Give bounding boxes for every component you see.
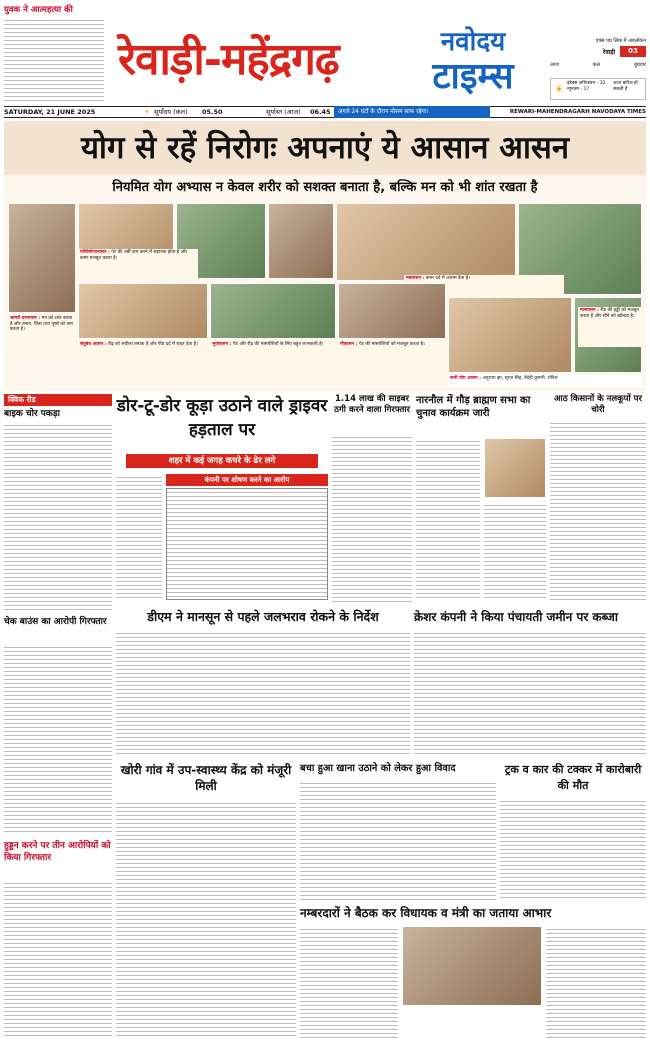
narnaul-body-right bbox=[484, 502, 546, 600]
yoga-photo-bhramari bbox=[8, 203, 76, 313]
exploitation-box-body bbox=[166, 488, 328, 600]
article-truck-car-collision bbox=[500, 762, 646, 902]
sunset-time: 06.45 bbox=[310, 108, 331, 116]
narnaul-photo bbox=[484, 438, 546, 498]
masthead-logo-bottom: टाइम्स bbox=[432, 56, 514, 97]
yoga-photo-group bbox=[448, 297, 572, 373]
article-cheque-bounce-headline: चेक बाउंस का आरोपी गिरफ्तार bbox=[4, 617, 107, 627]
tubewell-body bbox=[550, 420, 646, 600]
article-leftover-food bbox=[300, 762, 496, 902]
tagline-brief-text bbox=[4, 17, 104, 101]
khori-body bbox=[116, 800, 296, 1038]
aqi-text: इंडेक्स अधिकतम - 32 न्यूनतम - 17 bbox=[567, 81, 606, 92]
quick-read-column bbox=[4, 394, 112, 1039]
yoga-subhead: नियमित योग अभ्यास न केवल शरीर को सशक्त बनाता है, बल्कि मन को भी शांत रखता है bbox=[112, 180, 538, 195]
caption-setubandha bbox=[78, 341, 208, 371]
caption-text: पेट की चर्बी कम करने में सहायक होता है और कमर मजबूत करता है। bbox=[80, 250, 188, 261]
article-garbage-strike bbox=[116, 394, 328, 604]
garbage-strike-subhead: शहर में कई जगह कचरे के ढेर लगे bbox=[126, 454, 318, 468]
sun-icon: ☀ bbox=[554, 83, 564, 96]
leftover-food-headline: बचा हुआ खाना उठाने को लेकर हुआ विवाद bbox=[300, 763, 456, 774]
caption-title: मकरासन : bbox=[406, 276, 425, 281]
yoga-feature bbox=[4, 121, 646, 391]
article-tubewell-theft bbox=[550, 394, 646, 604]
caption-bhujangasana bbox=[210, 341, 336, 371]
article-crusher bbox=[414, 608, 646, 758]
caption-title: भुजंगासन : bbox=[212, 342, 232, 347]
garbage-strike-body-left bbox=[116, 474, 162, 600]
yoga-photo-naukasana bbox=[338, 283, 446, 339]
edition-name: REWARI-MAHENDRAGARH NAVODAYA TIMES bbox=[509, 109, 646, 115]
masthead-tagline: युवक ने आत्महत्या की bbox=[4, 5, 73, 15]
caption-text: रीढ़ को लचीला बनाता है और पीठ दर्द में राहत देता है। bbox=[108, 342, 198, 347]
garbage-strike-headline: डोर-टू-डोर कूड़ा उठाने वाले ड्राइवर हड़ताल पर bbox=[116, 396, 328, 440]
yoga-photo-bhujangasana bbox=[210, 283, 336, 339]
dm-monsoon-body bbox=[116, 630, 410, 756]
nambardar-body-right bbox=[546, 926, 646, 1038]
weather-tomorrow: कल bbox=[592, 62, 600, 68]
date-bar bbox=[4, 106, 646, 118]
article-bike-thief-body bbox=[4, 422, 112, 610]
crusher-headline: क्रेशर कंपनी ने किया पंचायती जमीन पर कब्जा bbox=[414, 610, 618, 624]
tubewell-headline: आठ किसानों के नलकूपों पर चोरी bbox=[554, 394, 642, 415]
nambardar-photo bbox=[402, 926, 542, 1006]
caption-title: पश्चिमोत्तानासन : bbox=[80, 250, 110, 255]
edition-city: रेवाड़ी bbox=[602, 49, 615, 56]
quick-read-label: क्विक रीड bbox=[4, 394, 112, 406]
article-khori-health-centre bbox=[116, 762, 296, 1040]
nambardar-body-left bbox=[300, 926, 398, 1038]
article-bike-thief-headline: बाइक चोर पकड़ा bbox=[4, 409, 60, 419]
caption-title: मत्स्यासन : bbox=[580, 308, 599, 313]
article-three-arrested-headline: हुड्डन करने पर तीन आरोपियों को किया गिरफ्तार bbox=[4, 841, 111, 863]
caption-text: रीढ़ की हड्डी को मजबूत करता है और सीने को खोलता है। bbox=[580, 308, 639, 319]
cyber-fraud-headline: 1.14 लाख की साइबर ठगी करने वाला गिरफ्तार bbox=[334, 394, 410, 415]
caption-naukasana bbox=[338, 341, 446, 371]
masthead-title: रेवाड़ी-महेंद्रगढ़ bbox=[118, 34, 339, 85]
caption-text: पेट और रीढ़ की मांसपेशियों के लिए बहुत लाभकारी है। bbox=[232, 342, 324, 347]
caption-all-poses bbox=[448, 375, 642, 387]
dm-monsoon-headline: डीएम ने मानसून से पहले जलभराव रोकने के निर्देश bbox=[147, 609, 379, 624]
caption-title: भ्रामरी प्राणायाम : bbox=[10, 316, 41, 321]
crusher-body bbox=[414, 630, 646, 756]
weather-promo: अगले 24 घंटों के दौरान मौसम साफ रहेगा। bbox=[334, 106, 490, 118]
article-dm-monsoon bbox=[116, 608, 410, 758]
sunset-label: सूर्यास्त (आज) bbox=[266, 108, 301, 116]
article-narnaul bbox=[416, 394, 546, 604]
weather-today: आज bbox=[550, 62, 559, 68]
yoga-photo-center bbox=[268, 203, 334, 279]
caption-text: मन को शांत करता है और तनाव, चिंता तथा गुस्से को कम करता है। bbox=[10, 316, 73, 333]
caption-bhramari bbox=[8, 315, 76, 359]
narnaul-headline: नारनौल में गौड़ ब्राह्मण सभा का चुनाव कार्यक्रम जारी bbox=[416, 395, 531, 419]
article-cyber-fraud bbox=[332, 394, 412, 604]
article-three-arrested-body bbox=[4, 880, 112, 1036]
sunrise-label: सूर्योदय (कल) bbox=[154, 108, 188, 116]
yoga-photo-matsyasana bbox=[336, 203, 516, 281]
article-nambardar bbox=[300, 904, 646, 1040]
leftover-food-body bbox=[300, 780, 496, 900]
masthead-logo-top: नवोदय bbox=[440, 27, 506, 57]
weather-wednesday: बुधवार bbox=[633, 62, 646, 68]
sunrise-icon: ☀ bbox=[144, 108, 150, 116]
caption-title: सेतुबंध आसन : bbox=[80, 342, 107, 347]
yoga-headline: योग से रहें निरोगः अपनाएं ये आसान आसन bbox=[4, 121, 646, 175]
aqi-panel bbox=[550, 78, 646, 100]
edition-note: एक्स एग्र लिक में अवलोकन bbox=[595, 38, 646, 44]
truck-car-headline: ट्रक व कार की टक्कर में कारोबारी की मौत bbox=[504, 763, 642, 792]
weather-row bbox=[550, 62, 646, 74]
caption-text: पेट की मांसपेशियों को मजबूत करता है। bbox=[359, 342, 425, 347]
caption-matsyasana-short bbox=[578, 307, 642, 347]
nambardar-headline: नम्बरदारों ने बैठक कर विधायक व मंत्री का जताया आभार bbox=[300, 906, 552, 920]
yoga-photo-setubandha bbox=[78, 283, 208, 339]
exploitation-box-title: कंपनी पर शोषण करने का आरोप bbox=[166, 474, 328, 486]
caption-text: कमर दर्द में आराम देता है। bbox=[425, 276, 470, 281]
khori-headline: खोरी गांव में उप-स्वास्थ्य केंद्र को मंजूरी मिली bbox=[120, 763, 292, 793]
issue-date: SATURDAY, 21 JUNE 2025 bbox=[4, 108, 96, 116]
truck-car-body bbox=[500, 798, 646, 900]
caption-paschimottanasana bbox=[78, 249, 198, 279]
caption-title: सभी योग आसन : bbox=[450, 376, 481, 381]
cyber-fraud-body bbox=[332, 434, 412, 602]
article-cheque-bounce-body bbox=[4, 644, 112, 834]
caption-title: नौकासन : bbox=[340, 342, 358, 347]
narnaul-body-left bbox=[416, 438, 480, 600]
masthead bbox=[0, 0, 650, 105]
page-number: 03 bbox=[620, 46, 646, 57]
side-weather-note: आज बारिश हो सकती है bbox=[613, 81, 638, 92]
caption-text: अनुराधा झा, सूरज सिंह, वैदेही कुमारी, रोनिश bbox=[482, 376, 558, 381]
sunrise-time: 05.50 bbox=[202, 108, 223, 116]
